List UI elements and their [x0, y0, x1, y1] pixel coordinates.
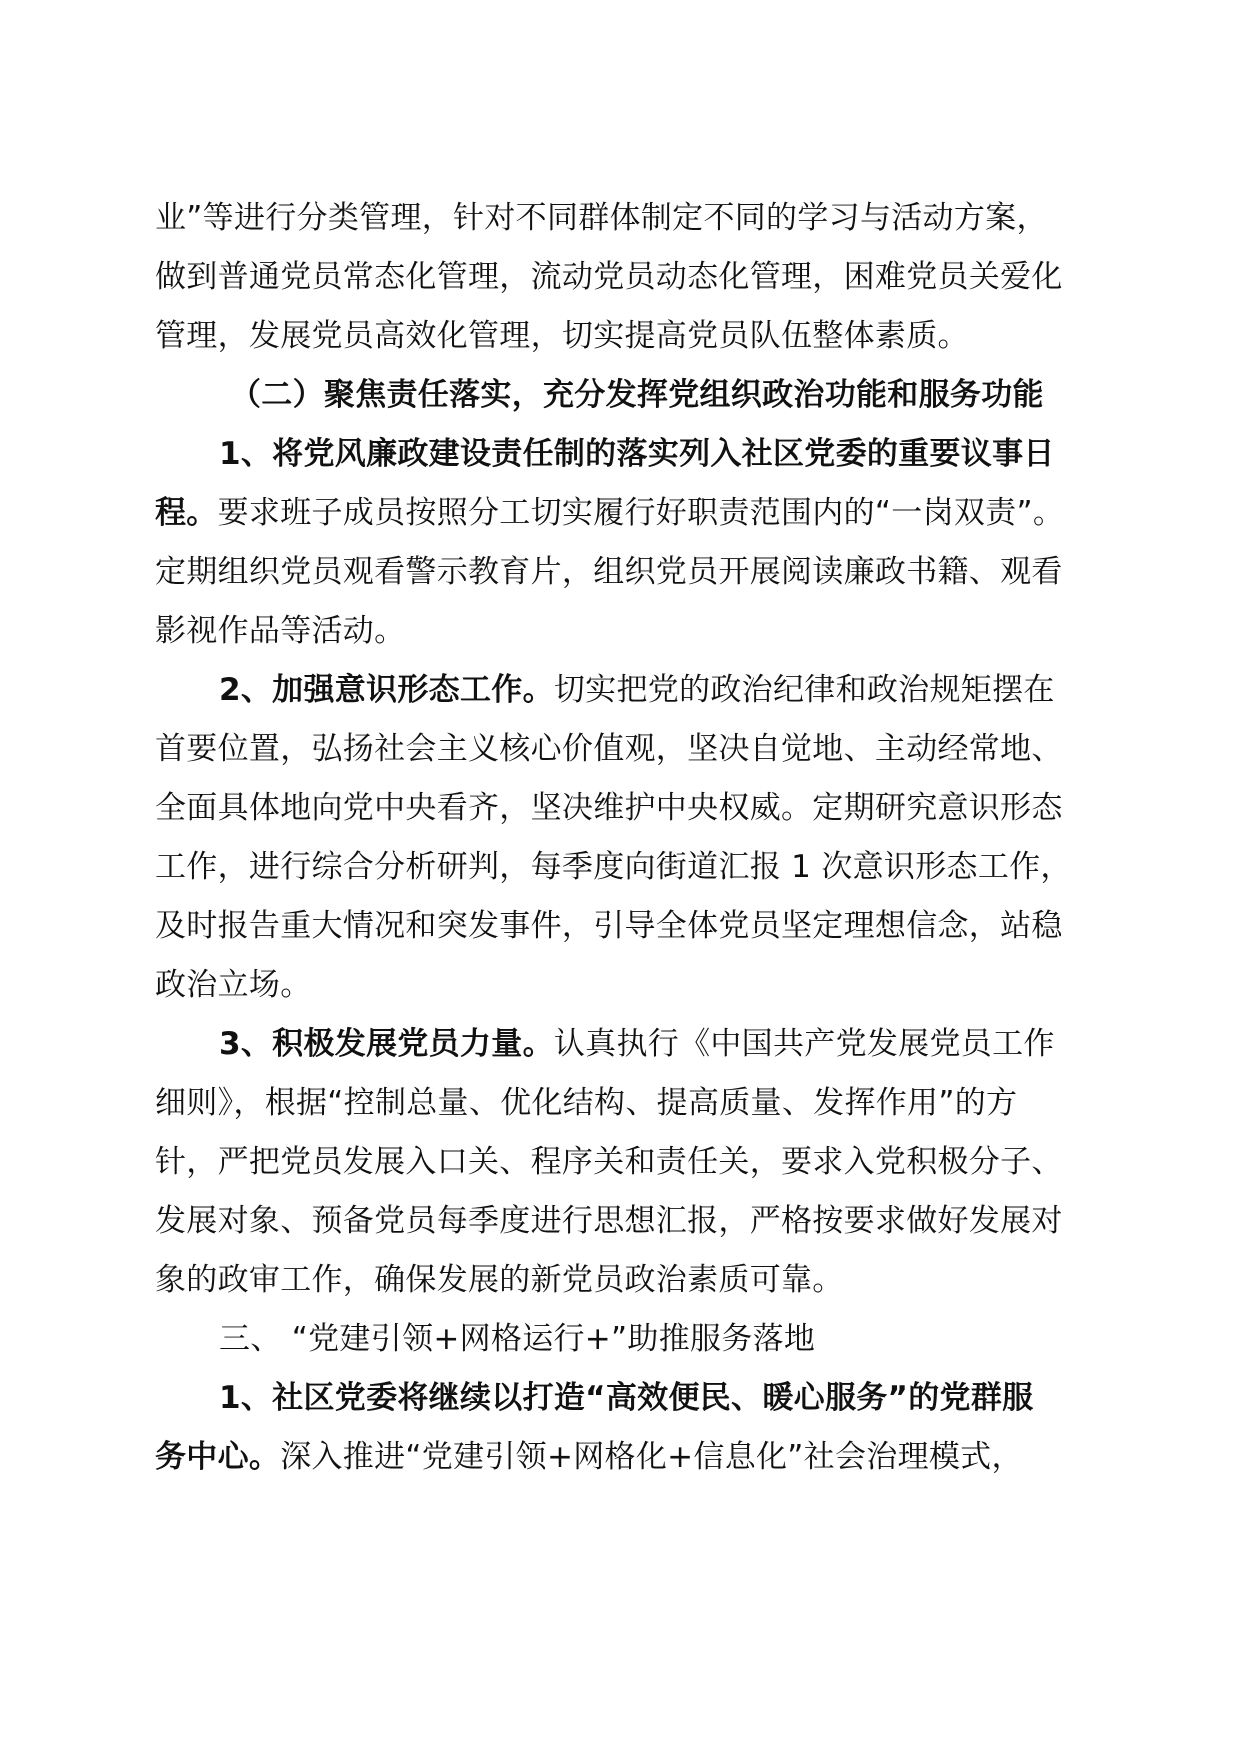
item-heading-end: 务中心。 — [155, 1439, 281, 1475]
paragraph-line: 全面具体地向党中央看齐，坚决维护中央权威。定期研究意识形态 — [155, 790, 1063, 826]
paragraph-line: 针，严把党员发展入口关、程序关和责任关，要求入党积极分子、 — [155, 1144, 1063, 1180]
paragraph-line: 象的政审工作，确保发展的新党员政治素质可靠。 — [155, 1262, 844, 1298]
paragraph-line — [219, 1016, 1055, 1072]
paragraph-line — [155, 1429, 1023, 1485]
paragraph-line: 首要位置，弘扬社会主义核心价值观，坚决自觉地、主动经常地、 — [155, 731, 1063, 767]
paragraph-line: 发展对象、预备党员每季度进行思想汇报，严格按要求做好发展对 — [155, 1203, 1063, 1239]
paragraph-line: 政治立场。 — [155, 967, 312, 1003]
paragraph-line — [155, 485, 1064, 541]
item-heading: 1、将党风廉政建设责任制的落实列入社区党委的重要议事日 — [219, 436, 1055, 472]
paragraph-line: 及时报告重大情况和突发事件，引导全体党员坚定理想信念，站稳 — [155, 908, 1063, 944]
item-heading: 3、积极发展党员力量。 — [219, 1026, 554, 1062]
section-heading: 三、 “党建引领+网格运行+”助推服务落地 — [219, 1321, 816, 1357]
item-heading: 2、加强意识形态工作。 — [219, 672, 554, 708]
item-heading: 1、社区党委将继续以打造“高效便民、暖心服务”的党群服 — [219, 1380, 1034, 1416]
section-heading: （二）聚焦责任落实，充分发挥党组织政治功能和服务功能 — [230, 377, 1044, 413]
paragraph-line: 细则》，根据“控制总量、优化结构、提高质量、发挥作用”的方 — [155, 1085, 1018, 1121]
item-heading-end: 程。 — [155, 495, 218, 531]
paragraph-line — [219, 662, 1055, 718]
paragraph-line: 做到普通党员常态化管理，流动党员动态化管理，困难党员关爱化 — [155, 259, 1063, 295]
paragraph-line: 影视作品等活动。 — [155, 613, 406, 649]
paragraph-line: 业”等进行分类管理，针对不同群体制定不同的学习与活动方案， — [155, 200, 1048, 236]
paragraph-line: 定期组织党员观看警示教育片，组织党员开展阅读廉政书籍、观看 — [155, 554, 1063, 590]
paragraph-text: 深入推进“党建引领+网格化+信息化”社会治理模式， — [280, 1439, 1023, 1475]
paragraph-text: 认真执行《中国共产党发展党员工作 — [553, 1026, 1055, 1062]
paragraph-line: 工作，进行综合分析研判，每季度向街道汇报 1 次意识形态工作， — [155, 849, 1072, 885]
paragraph-line: 管理，发展党员高效化管理，切实提高党员队伍整体素质。 — [155, 318, 969, 354]
paragraph-text: 要求班子成员按照分工切实履行好职责范围内的“一岗双责”。 — [217, 495, 1065, 531]
paragraph-text: 切实把党的政治纪律和政治规矩摆在 — [553, 672, 1055, 708]
